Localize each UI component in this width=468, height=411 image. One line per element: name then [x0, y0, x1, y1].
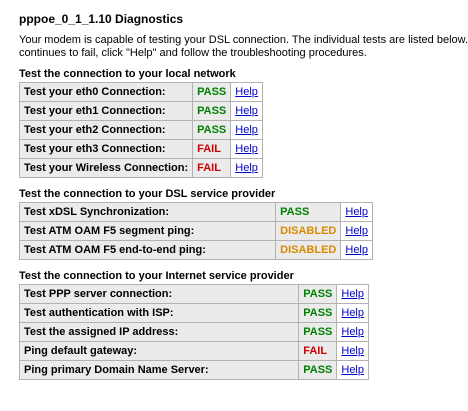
local-network-test-table [19, 82, 263, 178]
section-dsl-provider [19, 188, 403, 260]
help-link[interactable]: Help [341, 345, 364, 357]
test-label: Test authentication with ISP: [20, 304, 298, 322]
test-label: Test your eth1 Connection: [20, 102, 192, 120]
intro-line-1: Your modem is capable of testing your DSL connection. The individual tests are listed below. [19, 34, 468, 46]
status-badge: FAIL [299, 342, 336, 360]
section-internet-provider [19, 270, 403, 380]
help-link[interactable]: Help [341, 364, 364, 376]
status-badge: DISABLED [276, 222, 340, 240]
help-link[interactable]: Help [235, 143, 258, 155]
test-label: Ping default gateway: [20, 342, 298, 360]
intro-text [19, 34, 468, 60]
table-row [20, 102, 262, 120]
status-badge: DISABLED [276, 241, 340, 259]
help-link[interactable]: Help [341, 288, 364, 300]
test-label: Test the assigned IP address: [20, 323, 298, 341]
section-title: Test the connection to your DSL service provider [19, 188, 276, 200]
table-row [20, 304, 368, 322]
help-link[interactable]: Help [345, 206, 368, 218]
table-row [20, 159, 262, 177]
section-title: Test the connection to your local network [19, 68, 236, 80]
status-badge: PASS [299, 304, 336, 322]
status-badge: FAIL [193, 159, 230, 177]
help-link[interactable]: Help [345, 225, 368, 237]
diagnostics-page [19, 0, 468, 380]
help-link[interactable]: Help [235, 162, 258, 174]
table-row [20, 140, 262, 158]
test-label: Test your eth0 Connection: [20, 83, 192, 101]
page-title: pppoe_0_1_1.10 Diagnostics [19, 12, 184, 26]
table-row [20, 285, 368, 303]
help-link[interactable]: Help [235, 124, 258, 136]
test-label: Ping primary Domain Name Server: [20, 361, 298, 379]
intro-line-2: continues to fail, click "Help" and follow the troubleshooting procedures. [19, 47, 367, 59]
test-label: Test ATM OAM F5 end-to-end ping: [20, 241, 275, 259]
test-label: Test ATM OAM F5 segment ping: [20, 222, 275, 240]
test-label: Test xDSL Synchronization: [20, 203, 275, 221]
status-badge: PASS [299, 361, 336, 379]
status-badge: PASS [299, 285, 336, 303]
table-row [20, 241, 372, 259]
section-title: Test the connection to your Internet service provider [19, 270, 294, 282]
section-local-network [19, 68, 403, 178]
table-row [20, 121, 262, 139]
help-link[interactable]: Help [341, 326, 364, 338]
status-badge: FAIL [193, 140, 230, 158]
table-row [20, 323, 368, 341]
table-row [20, 83, 262, 101]
dsl-provider-test-table [19, 202, 373, 260]
help-link[interactable]: Help [235, 86, 258, 98]
table-row [20, 222, 372, 240]
help-link[interactable]: Help [235, 105, 258, 117]
status-badge: PASS [193, 102, 230, 120]
table-row [20, 361, 368, 379]
table-row [20, 342, 368, 360]
help-link[interactable]: Help [341, 307, 364, 319]
status-badge: PASS [276, 203, 340, 221]
test-label: Test your eth3 Connection: [20, 140, 192, 158]
test-label: Test your eth2 Connection: [20, 121, 192, 139]
test-label: Test PPP server connection: [20, 285, 298, 303]
status-badge: PASS [299, 323, 336, 341]
status-badge: PASS [193, 83, 230, 101]
table-row [20, 203, 372, 221]
help-link[interactable]: Help [345, 244, 368, 256]
test-label: Test your Wireless Connection: [20, 159, 192, 177]
status-badge: PASS [193, 121, 230, 139]
internet-provider-test-table [19, 284, 369, 380]
